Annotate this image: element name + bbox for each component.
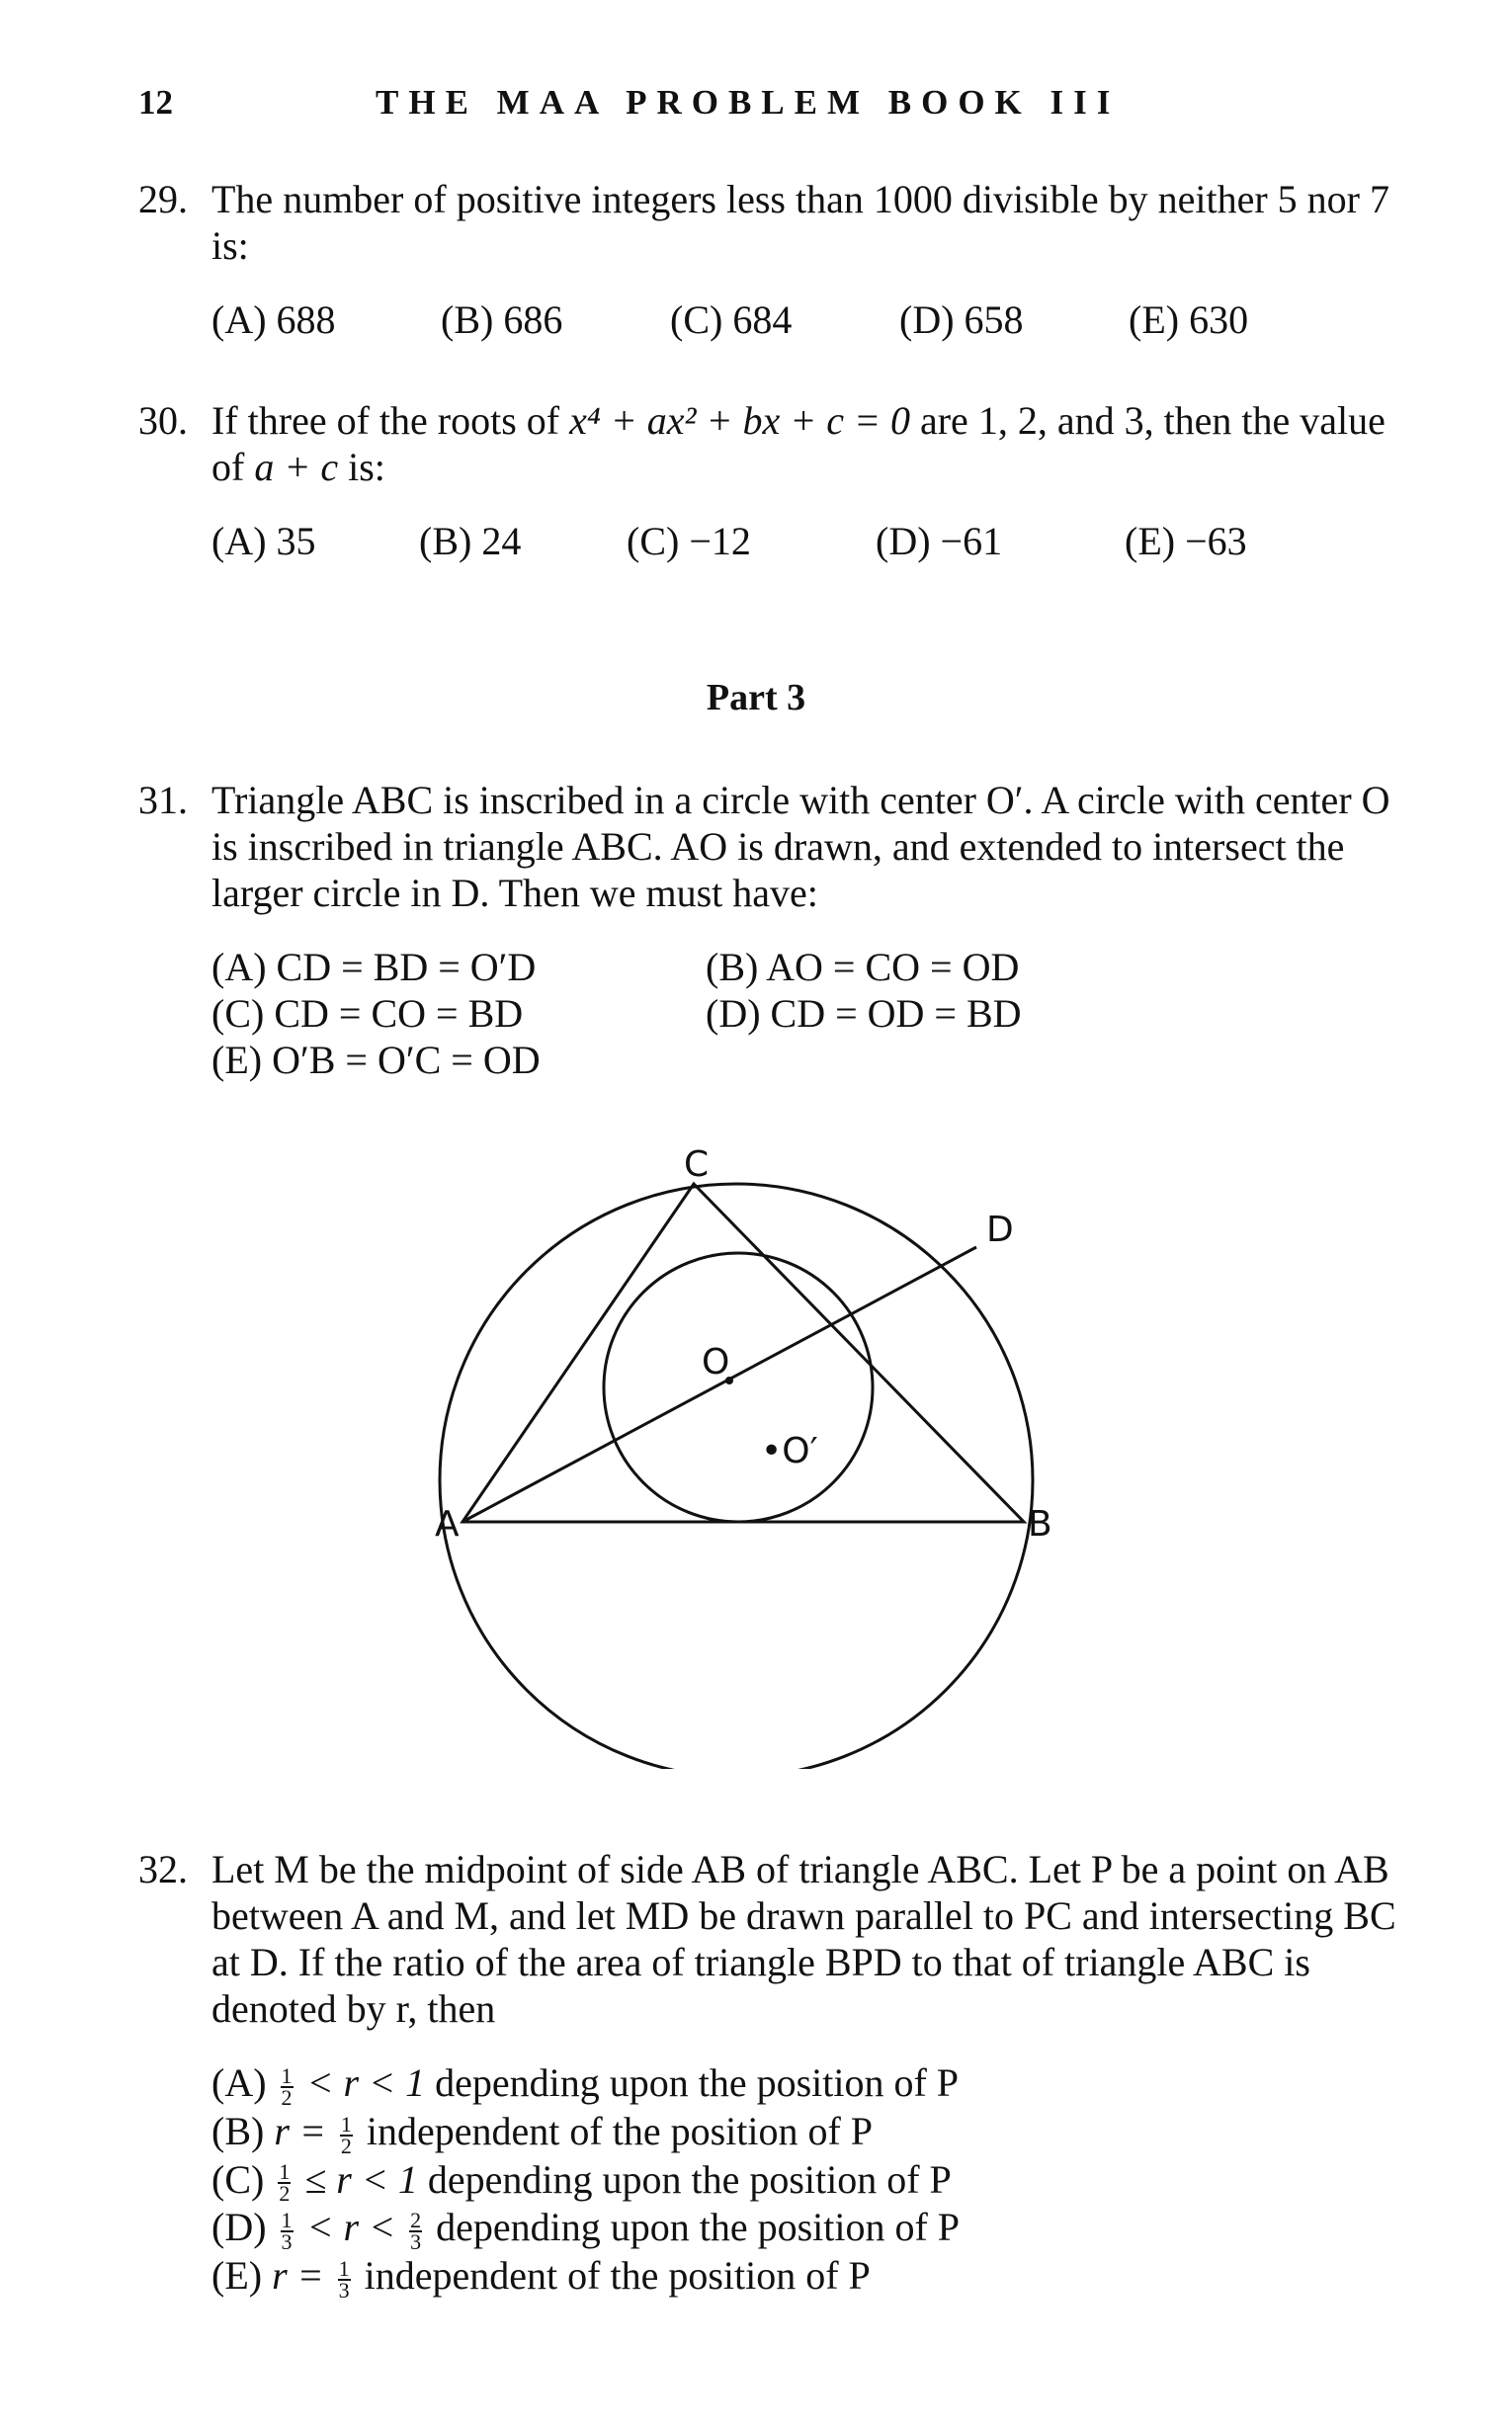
- choice-text: depending upon the position of P: [426, 2205, 961, 2250]
- denominator: 3: [281, 2229, 293, 2255]
- denominator: 2: [340, 2133, 352, 2158]
- choice-d: (D) −61: [876, 519, 1003, 563]
- choice-prefix: r =: [274, 2108, 336, 2153]
- stem-text: are 1, 2, and 3, then the value of: [211, 398, 1386, 489]
- label-b: B: [1028, 1504, 1052, 1545]
- choice-e: (E) 630: [1129, 297, 1249, 342]
- choice-e: (E) −63: [1125, 519, 1247, 563]
- choice-d: (D) 658: [899, 297, 1024, 342]
- choice-label: (A): [211, 2060, 267, 2105]
- numerator: 1: [281, 2208, 293, 2233]
- fraction: [281, 2062, 294, 2110]
- problem-stem: Triangle ABC is inscribed in a circle with center O′. A circle with center O is inscribed in triangle ABC. AO is drawn, and extended to intersect the larger circle in D. Then we must have:: [211, 778, 1390, 915]
- choice-text: depending upon the position of P: [425, 2060, 960, 2105]
- choice-e: [211, 2252, 1413, 2304]
- expression: a + c: [254, 445, 339, 489]
- problem-number: 31.: [138, 778, 188, 822]
- choice-b: (B) 24: [419, 519, 522, 563]
- section-title: Part 3: [706, 677, 806, 718]
- denominator: 2: [279, 2181, 291, 2207]
- choice-label: (B): [211, 2108, 265, 2153]
- choice-text: independent of the position of P: [356, 2108, 874, 2153]
- problem-stem: Let M be the midpoint of side AB of triangle ABC. Let P be a point on AB between A and M, and let MD be drawn parallel to PC and intersecting BC at D. If the ratio of the area of triangle BPD to that of triangle ABC is denoted by r, then: [211, 1847, 1396, 2031]
- choice-b: (B) 686: [441, 297, 563, 342]
- choice-d: [211, 2204, 1413, 2255]
- answer-choices: [211, 944, 1413, 1092]
- page-header: [138, 83, 1403, 132]
- numerator: 1: [340, 2111, 352, 2137]
- choice-d: (D) CD = OD = BD: [706, 991, 1022, 1036]
- problem-29: [138, 176, 1413, 346]
- choice-label: (E): [211, 2253, 263, 2299]
- choice-a: (A) 688: [211, 297, 336, 342]
- problem-30: [138, 397, 1413, 567]
- choice-c: (C) CD = CO = BD: [211, 991, 524, 1036]
- choice-text: independent of the position of P: [354, 2253, 871, 2299]
- choice-label: (D): [211, 2205, 267, 2250]
- inequality: < r <: [296, 2205, 406, 2250]
- label-a: A: [435, 1504, 460, 1545]
- equation: x⁴ + ax² + bx + c = 0: [569, 398, 910, 443]
- denominator: 3: [338, 2278, 350, 2304]
- choice-prefix: r =: [272, 2253, 334, 2299]
- numerator: 1: [279, 2159, 291, 2185]
- stem-text: If three of the roots of: [211, 398, 570, 443]
- problem-stem: [211, 397, 1413, 490]
- choice-a: (A) 35: [211, 519, 316, 563]
- fraction: [409, 2208, 422, 2255]
- choice-e: (E) O′B = O′C = OD: [211, 1038, 541, 1082]
- problem-31: [138, 777, 1413, 1092]
- label-d: D: [986, 1210, 1014, 1250]
- incircle: [604, 1253, 873, 1522]
- triangle-abc: [462, 1184, 1024, 1522]
- answer-choices: [211, 296, 1413, 346]
- choice-c: (C) 684: [670, 297, 793, 342]
- fraction: [281, 2208, 294, 2255]
- choice-label: (C): [211, 2156, 265, 2202]
- choice-a: [211, 2059, 1413, 2108]
- numerator: 1: [281, 2062, 293, 2088]
- choice-c: [211, 2156, 1413, 2205]
- fraction: [278, 2159, 291, 2207]
- answer-choices: [211, 518, 1413, 567]
- label-o: O: [702, 1342, 730, 1383]
- fraction: [338, 2256, 351, 2304]
- choice-b: [211, 2108, 1413, 2156]
- geometry-figure: [435, 1136, 1127, 1769]
- label-o-prime: •O′: [761, 1431, 818, 1471]
- problem-32: [138, 1846, 1413, 2304]
- fraction: [340, 2111, 353, 2158]
- problem-number: 29.: [138, 177, 188, 221]
- page-number: 12: [138, 83, 173, 122]
- inequality: ≤ r < 1: [294, 2156, 418, 2202]
- stem-text: is:: [338, 445, 385, 489]
- denominator: 3: [410, 2229, 422, 2255]
- choice-text: depending upon the position of P: [417, 2156, 952, 2202]
- problem-number: 30.: [138, 398, 188, 443]
- answer-choices: [211, 2059, 1413, 2304]
- numerator: 2: [410, 2208, 422, 2233]
- problem-stem: The number of positive integers less than 1000 divisible by neither 5 nor 7 is:: [211, 177, 1389, 268]
- segment-ad: [462, 1247, 976, 1522]
- problem-number: 32.: [138, 1847, 188, 1891]
- choice-a: (A) CD = BD = O′D: [211, 945, 537, 989]
- numerator: 1: [338, 2256, 350, 2282]
- denominator: 2: [281, 2084, 293, 2110]
- choice-c: (C) −12: [627, 519, 751, 563]
- choice-b: (B) AO = CO = OD: [706, 945, 1020, 989]
- label-c: C: [684, 1144, 710, 1185]
- running-head: THE MAA PROBLEM BOOK III: [376, 83, 1121, 122]
- inequality: < r < 1: [296, 2060, 426, 2105]
- circumcircle: [440, 1184, 1033, 1769]
